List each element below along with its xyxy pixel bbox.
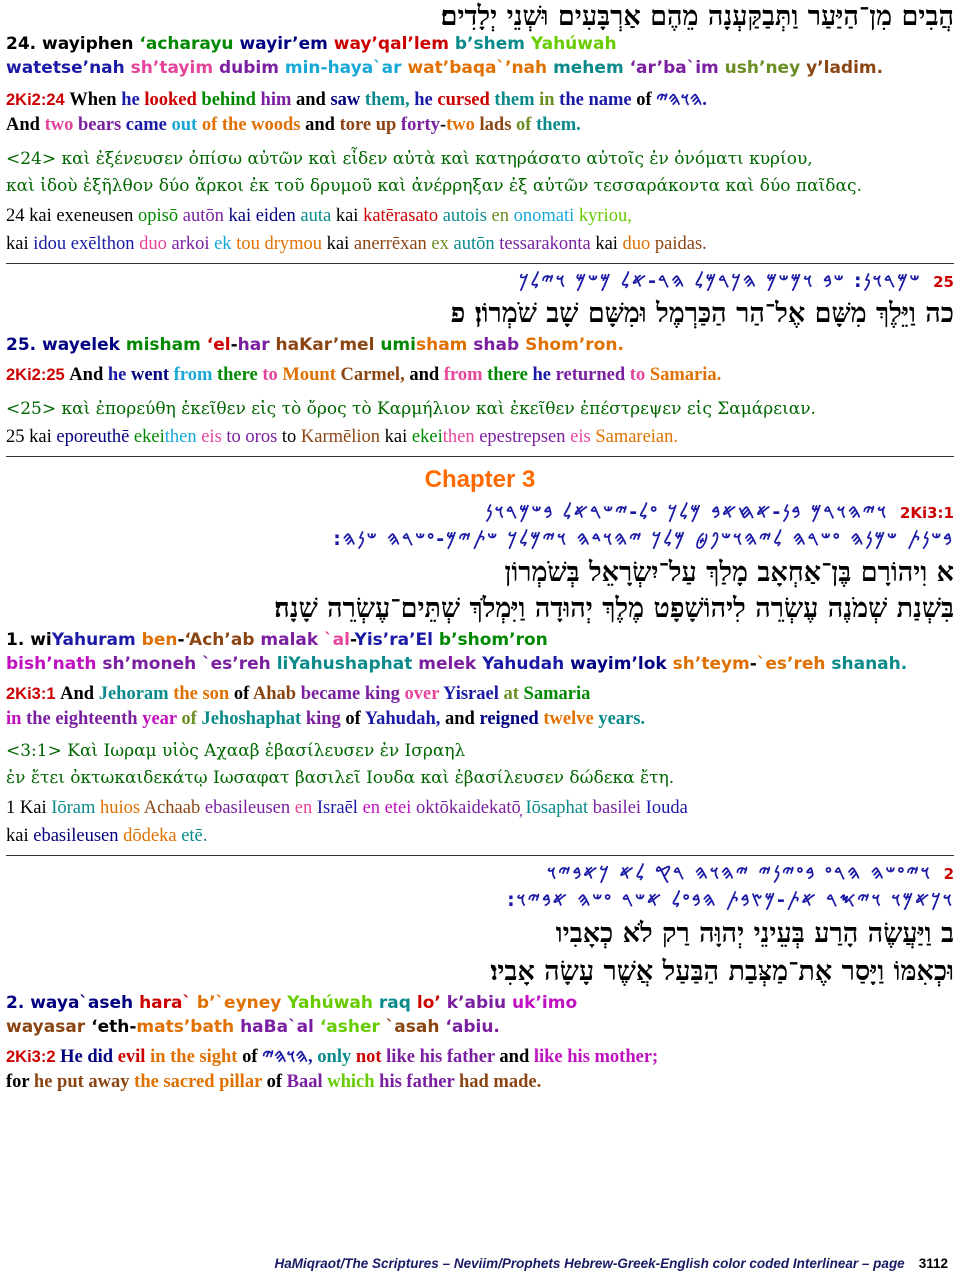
word: Yahudah, (364, 709, 445, 729)
word: ebasileusen (204, 798, 295, 818)
word: two (446, 115, 480, 135)
word: en (294, 798, 317, 818)
word: the eighteenth (26, 709, 143, 729)
word: ‘eth (91, 1017, 130, 1037)
word: year (142, 709, 182, 729)
word: then (442, 427, 480, 447)
word: of (345, 709, 365, 729)
verse-1-paleo-line-2: 𐤁𐤔𐤍𐤕 𐤔𐤌𐤍𐤄 𐤏𐤔𐤓𐤄 𐤋𐤉𐤄𐤅𐤔𐤐𐤈 𐤌𐤋𐤊 𐤉𐤄𐤅𐤃𐤄 𐤅𐤉𐤌𐤋𐤊 𐤔𐤕𐤉𐤌-𐤏𐤔𐤓𐤄 𐤔𐤍𐤄׃ (333, 528, 954, 550)
word: eporeuthē (56, 427, 134, 447)
word: like (533, 1047, 568, 1067)
word: eis (201, 427, 227, 447)
word: not (355, 1047, 387, 1067)
word: 1. wi (6, 630, 52, 650)
word: And (69, 365, 108, 385)
word: shab (473, 335, 526, 355)
word: became king (300, 684, 405, 704)
verse-number: 25 (933, 273, 954, 291)
word: them (494, 90, 540, 110)
word: ‘el (206, 335, 231, 355)
verse-2-paleo-line-2: 𐤅𐤊𐤀𐤌𐤅 𐤅𐤉𐤎𐤓 𐤀𐤕-𐤌𐤑𐤁𐤕 𐤄𐤁𐤏𐤋 𐤀𐤔𐤓 𐤏𐤔𐤄 𐤀𐤁𐤉𐤅׃ (507, 889, 954, 911)
text-line (6, 333, 954, 357)
word: ben (141, 630, 178, 650)
word: ebasileusen (33, 826, 124, 846)
text-line (6, 363, 954, 388)
verse-2-paleo-line-1 (6, 860, 954, 887)
chapter-3-verse-1 (6, 499, 954, 850)
word: to oros (226, 427, 282, 447)
word: of (233, 684, 253, 704)
word: Baal (286, 1072, 328, 1092)
verse-reference: 2Ki3:2 (6, 1048, 61, 1066)
word: went (131, 365, 174, 385)
word: which (327, 1072, 380, 1092)
word: in (6, 709, 27, 729)
word: and (499, 1047, 534, 1067)
word: oktōkaidekatō̦ (416, 798, 526, 818)
word: lads (479, 115, 517, 135)
text-line (6, 794, 954, 822)
word: Yahudah (482, 654, 571, 674)
word: - (439, 115, 447, 135)
verse-2-hebrew-line-2: וּכְאִמּוֹ וַיָּסַר אֶת־מַצְּבַת הַבַּעַל אֲשֶׁר עָשָׂה אָבִיו׃ (490, 957, 954, 987)
word: umi (380, 335, 416, 355)
verse-24-translit (6, 32, 954, 80)
word: k’abiu (446, 993, 513, 1013)
word: his father (379, 1072, 459, 1092)
verse-25-paleo (6, 268, 954, 295)
verse-24-greek (6, 146, 954, 200)
word: looked (144, 90, 202, 110)
word: ‘ar’ba`im (629, 58, 725, 78)
word: en (362, 798, 385, 818)
greek-line: καὶ ἰδοὺ ἐξῆλθον δύο ἄρκοι ἐκ τοῦ δρυμοῦ καὶ ἀνέρρηξαν ἐξ αὐτῶν τεσσαράκοντα καὶ δύο παῖδας. (6, 176, 862, 196)
word: ‘abiu. (445, 1017, 500, 1037)
word: way’qal’lem (333, 34, 455, 54)
word: him (260, 90, 297, 110)
word: Yis’ra’El (354, 630, 439, 650)
word: Iōram (51, 798, 101, 818)
word: 24. wayiphen (6, 34, 140, 54)
text-line (6, 628, 954, 652)
word: tessarakonta (499, 234, 596, 254)
word: Samareian. (595, 427, 679, 447)
word: bears (77, 115, 126, 135)
word: there (487, 365, 533, 385)
word: Shom’ron. (525, 335, 624, 355)
word: at (503, 684, 524, 704)
word: the sacred pillar (134, 1072, 267, 1092)
verse-25-greek (6, 396, 954, 423)
verse-25-translit (6, 333, 954, 357)
text-line (6, 707, 954, 732)
word: He (60, 1047, 88, 1067)
word: onomati (513, 206, 579, 226)
word: b’`eyney (196, 993, 288, 1013)
word: kai (6, 826, 34, 846)
word: raq (378, 993, 417, 1013)
word: Mount (282, 365, 341, 385)
word: Iōsaphat (525, 798, 593, 818)
word: autōn (453, 234, 500, 254)
word: then (164, 427, 202, 447)
word: and (305, 115, 340, 135)
chapter-heading: Chapter 3 (424, 466, 536, 493)
verse-reference: 2Ki2:24 (6, 91, 70, 109)
verse-ref: 2Ki3:1 (899, 504, 954, 522)
word: ush’ney (724, 58, 807, 78)
word: king (305, 709, 346, 729)
word: hara` (139, 993, 197, 1013)
verse-reference: 2Ki2:25 (6, 366, 70, 384)
word: he (414, 90, 438, 110)
verse-25-hebrew: כה וַיֵּלֶךְ מִשָּׁם אֶל־הַר הַכַּרְמֶל וּמִשָּׁם שָׁב שֹׁמְרוֹן׃ פ (450, 299, 954, 329)
verse-number: 2 (943, 865, 954, 883)
footer-title: HaMiqraot/The Scriptures – Neviim/Prophets Hebrew-Greek-English color coded Interlinear – page (274, 1256, 905, 1271)
word: of (516, 115, 537, 135)
word: Karmēlion (300, 427, 385, 447)
verse-1-english (6, 682, 954, 732)
word: haBa`al (240, 1017, 320, 1037)
word: in (539, 90, 560, 110)
word: from (443, 365, 488, 385)
word: en (491, 206, 514, 226)
text-line (6, 32, 954, 56)
word: autōn (182, 206, 229, 226)
word: tore up (339, 115, 401, 135)
word: And (6, 115, 45, 135)
hebrew-line-v24-end: הֲבִים מִן־הַיַּעַר וַתְּבַקַּעְנָה מֵהֶם אַרְבָּעִים וּשְׁנֵי יְלָדִים׃ (440, 2, 954, 32)
page-number: 3112 (918, 1256, 948, 1271)
word: epestrepsen (479, 427, 571, 447)
word: he (121, 90, 145, 110)
word: kyriou, (578, 206, 632, 226)
word: his father (419, 1047, 500, 1067)
word: in the sight (150, 1047, 243, 1067)
page-footer (6, 1256, 948, 1271)
word: saw (330, 90, 365, 110)
text-line (6, 1045, 954, 1070)
word: out (171, 115, 202, 135)
word: sham (415, 335, 474, 355)
word: Achaab (143, 798, 205, 818)
word: opisō (138, 206, 183, 226)
word: ‘asher (319, 1017, 386, 1037)
greek-line: ἐν ἔτει ὀκτωκαιδεκάτῳ Ιωσαφατ βασιλεῖ Ιουδα καὶ ἐβασίλευσεν δώδεκα ἔτη. (6, 768, 675, 788)
word: basilei (592, 798, 646, 818)
word: shanah. (831, 654, 908, 674)
word: 25. wayelek (6, 335, 126, 355)
greek-line: <25> καὶ ἐπορεύθη ἐκεῖθεν εἰς τὸ ὄρος τὸ Καρμήλιον καὶ ἐκεῖθεν ἐπέστρεψεν εἰς Σαμάρειαν. (6, 399, 816, 419)
word: ‘Ach’ab (184, 630, 261, 650)
word: Ahab (252, 684, 301, 704)
text-line (6, 1070, 954, 1095)
word: kai (595, 234, 623, 254)
word: drymou (264, 234, 327, 254)
greek-line: <24> καὶ ἐξένευσεν ὀπίσω αὐτῶν καὶ εἶδεν αὐτὰ καὶ κατηράσατο αὐτοῖς ἐν ὀνόματι κυρίου, (6, 149, 813, 169)
word: katērasato (363, 206, 443, 226)
word: duo (622, 234, 655, 254)
word: bish’nath (6, 654, 103, 674)
word: to (262, 365, 283, 385)
word: Carmel, (340, 365, 410, 385)
divider (6, 855, 954, 856)
word: liYahushaphat (276, 654, 419, 674)
word: watetse’nah (6, 58, 131, 78)
word: he (532, 365, 556, 385)
word: anerrēxan (353, 234, 432, 254)
word: only (317, 1047, 356, 1067)
verse-25-greek-translit (6, 423, 954, 451)
word: Iouda (645, 798, 688, 818)
word: like (386, 1047, 420, 1067)
word: b’shom’ron (438, 630, 548, 650)
word: 𐤄𐤅𐤄𐤉, (262, 1047, 318, 1067)
word: uk’imo (512, 993, 578, 1013)
word: ek (214, 234, 237, 254)
word: and (296, 90, 331, 110)
word: 2. waya`aseh (6, 993, 140, 1013)
word: Jehoram (98, 684, 174, 704)
word: years. (598, 709, 646, 729)
text-line (6, 113, 954, 138)
word: sh’moneh (102, 654, 203, 674)
word: there (216, 365, 263, 385)
word: forty (400, 115, 440, 135)
word: autois (442, 206, 492, 226)
word: mehem (553, 58, 630, 78)
word: kai eiden (228, 206, 301, 226)
word: `al (324, 630, 350, 650)
word: reigned (479, 709, 544, 729)
word: auta (300, 206, 336, 226)
word: eis (570, 427, 596, 447)
word: kai (335, 206, 364, 226)
word: malak (260, 630, 325, 650)
word: wayim’lok (570, 654, 673, 674)
word: Israēl (316, 798, 363, 818)
word: of (636, 90, 657, 110)
verse-24-english (6, 88, 954, 138)
word: ekei (411, 427, 443, 447)
divider (6, 456, 954, 457)
paleo-text: 𐤅𐤉𐤄𐤅𐤓𐤌 𐤁𐤍-𐤀𐤇𐤀𐤁 𐤌𐤋𐤊 𐤏𐤋-𐤉𐤔𐤓𐤀𐤋 𐤁𐤔𐤌𐤓𐤅𐤍 (485, 501, 889, 523)
verse-25-english (6, 363, 954, 388)
text-line (6, 230, 954, 258)
word: kai (326, 234, 354, 254)
word: and (444, 709, 480, 729)
verse-1-greek (6, 738, 954, 792)
word: sh’teym (672, 654, 750, 674)
word: etē. (181, 826, 208, 846)
word: kai (384, 427, 412, 447)
word: he (107, 365, 131, 385)
word: `es’reh (756, 654, 832, 674)
verse-1-greek-translit (6, 794, 954, 850)
word: Jehoshaphat (201, 709, 306, 729)
word: put away (57, 1072, 135, 1092)
word: for (6, 1072, 34, 1092)
word: over (404, 684, 444, 704)
word: sh’tayim (130, 58, 219, 78)
verse-2-translit (6, 991, 954, 1039)
word: b’shem (454, 34, 531, 54)
word: har (237, 335, 276, 355)
word: huios (100, 798, 144, 818)
word: dubim (218, 58, 285, 78)
word: cursed (437, 90, 495, 110)
verse-1-translit (6, 628, 954, 676)
word: When (69, 90, 122, 110)
word: paidas. (654, 234, 707, 254)
verse-2-hebrew-line-1: ב וַיַּעֲשֶׂה הָרַע בְּעֵינֵי יְהוָּה רַק לֹא כְאָבִיו (555, 919, 954, 949)
word: ekei (133, 427, 165, 447)
word: lo’ (416, 993, 447, 1013)
word: behind (201, 90, 261, 110)
word: duo (139, 234, 172, 254)
word: idou (33, 234, 71, 254)
word: 1 Kai (6, 798, 52, 818)
paleo-text: 𐤅𐤉𐤏𐤔𐤄 𐤄𐤓𐤏 𐤁𐤏𐤉𐤍𐤉 𐤉𐤄𐤅𐤄 𐤓𐤒 𐤋𐤀 𐤊𐤀𐤁𐤉𐤅 (546, 862, 932, 884)
text-line (6, 822, 954, 850)
text-line (6, 88, 954, 113)
word: from (173, 365, 217, 385)
word: returned (555, 365, 630, 385)
text-line (6, 991, 954, 1015)
word: - (230, 335, 238, 355)
word: wayasar (6, 1017, 92, 1037)
word: of (266, 1072, 287, 1092)
word: - (749, 654, 757, 674)
text-line (6, 423, 954, 451)
word: wat’baqa`’nah (407, 58, 554, 78)
word: melek (418, 654, 483, 674)
word: two (44, 115, 78, 135)
word: did (87, 1047, 118, 1067)
word: of the woods (201, 115, 306, 135)
text-line (6, 682, 954, 707)
word: wayir’em (239, 34, 334, 54)
word: ex (431, 234, 454, 254)
word: them, (364, 90, 415, 110)
word: 25 kai (6, 427, 57, 447)
word: and (409, 365, 444, 385)
text-line (6, 56, 954, 80)
word: the son (173, 684, 234, 704)
word: y’ladim. (806, 58, 884, 78)
word: etei (384, 798, 416, 818)
verse-reference: 2Ki3:1 (6, 685, 61, 703)
word: `es’reh (202, 654, 277, 674)
word: twelve (543, 709, 599, 729)
verse-1-hebrew-line-1: א וִיהוֹרָם בֶּן־אַחְאָב מָלַךְ עַל־יִשְׂרָאֵל בְּשֹׁמְרוֹן (504, 558, 954, 588)
word: kai (6, 234, 34, 254)
verse-2-english (6, 1045, 954, 1095)
word: `asah (385, 1017, 446, 1037)
text-line (6, 202, 954, 230)
text-line (6, 652, 954, 676)
word: And (60, 684, 99, 704)
greek-line: <3:1> Καὶ Ιωραμ υἱὸς Αχααβ ἐβασίλευσεν ἐν Ισραηλ (6, 741, 466, 761)
divider (6, 263, 954, 264)
text-line (6, 1015, 954, 1039)
word: came (125, 115, 172, 135)
word: had made. (458, 1072, 542, 1092)
word: dōdeka (123, 826, 182, 846)
word: - (129, 1017, 137, 1037)
verse-1-hebrew-line-2: בִּשְׁנַת שְׁמֹנֶה עֶשְׂרֵה לִיהוֹשָׁפָט מֶלֶךְ יְהוּדָה וַיִּמְלֹךְ שְׁתֵּים־עֶשְׂרֵה שָׁנָה׃ (274, 594, 954, 624)
word: min-haya`ar (284, 58, 408, 78)
word: Yahúwah (530, 34, 617, 54)
chapter-3-verse-2 (6, 860, 954, 1095)
word: he (33, 1072, 58, 1092)
word: 𐤄𐤅𐤄𐤉. (656, 90, 707, 110)
verse-1-paleo-line-1 (6, 499, 954, 526)
word: - (349, 630, 355, 650)
word: exēlthon (70, 234, 140, 254)
word: evil (117, 1047, 151, 1067)
word: Yisrael (443, 684, 504, 704)
word: Yahuram (51, 630, 142, 650)
word: arkoi (171, 234, 215, 254)
word: to (281, 427, 301, 447)
word: his mother; (567, 1047, 659, 1067)
word: 24 kai exeneusen (6, 206, 139, 226)
word: ‘acharayu (139, 34, 240, 54)
word: Samaria. (649, 365, 722, 385)
word: of (242, 1047, 263, 1067)
word: them. (536, 115, 581, 135)
word: to (629, 365, 650, 385)
word: misham (125, 335, 207, 355)
word: haKar’mel (275, 335, 381, 355)
word: Yahúwah (287, 993, 379, 1013)
word: mats’bath (136, 1017, 241, 1037)
word: Samaria (523, 684, 591, 704)
word: the name (559, 90, 637, 110)
verse-24-greek-translit (6, 202, 954, 258)
word: tou (236, 234, 265, 254)
word: of (181, 709, 202, 729)
paleo-text: 𐤔𐤌𐤓𐤅𐤍׃ 𐤔𐤁 𐤅𐤌𐤔𐤌 𐤄𐤊𐤓𐤌𐤋 𐤄𐤓-𐤀𐤋 𐤌𐤔𐤌 𐤅𐤉𐤋𐤊 (519, 270, 922, 292)
word: - (177, 630, 185, 650)
